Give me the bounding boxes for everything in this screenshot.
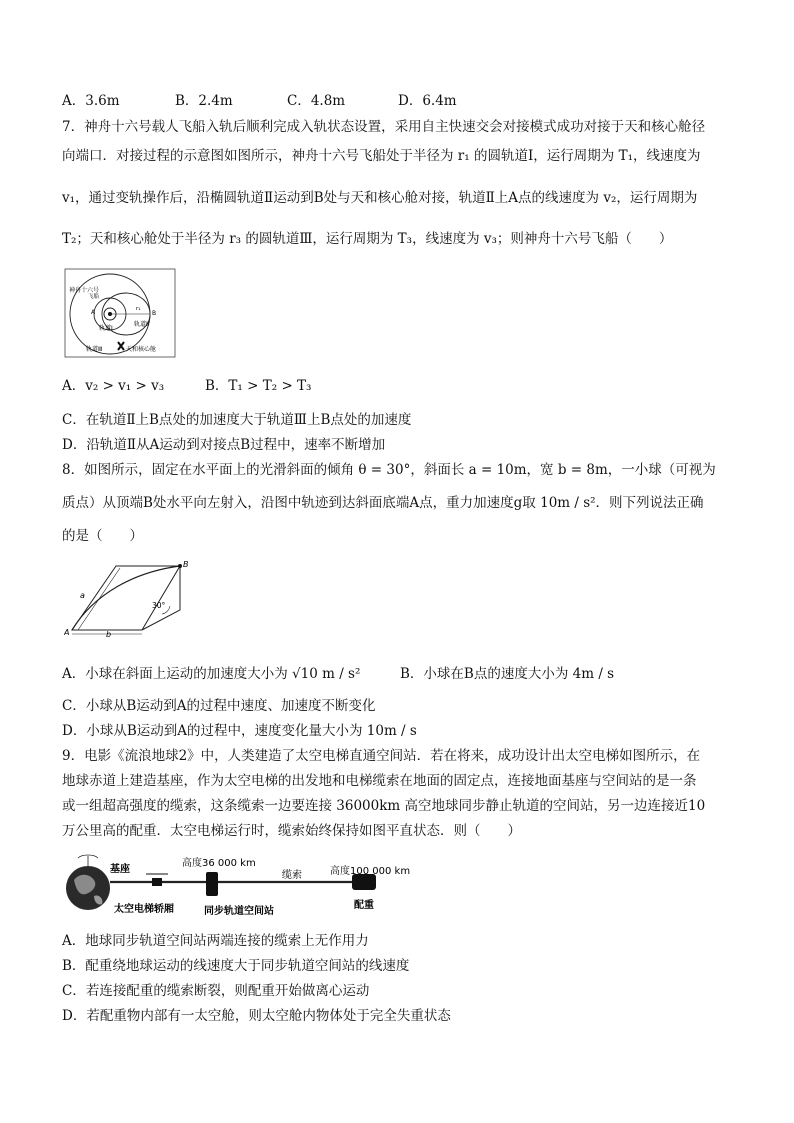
- q8-stem-line-3: 的是（ ）: [62, 528, 143, 544]
- incline-face: [72, 566, 180, 630]
- q8-incline-diagram: [64, 558, 188, 638]
- craft-label: 神舟十六号: [69, 287, 100, 294]
- side-b-label: b: [106, 630, 112, 638]
- height-36000-label: 高度36 000 km: [182, 858, 256, 869]
- elevator-car-label: 太空电梯轿厢: [114, 904, 174, 915]
- q6-option-b: B．2.4m: [175, 93, 233, 109]
- counterweight-label: 配重: [354, 900, 374, 911]
- earth-globe: [66, 855, 110, 910]
- r1-label: r₁: [136, 306, 141, 312]
- q6-option-d: D．6.4m: [398, 93, 457, 109]
- space-station-label: 同步轨道空间站: [204, 906, 274, 917]
- q7-option-b: B．T₁ > T₂ > T₃: [205, 378, 312, 394]
- q7-option-d: D．沿轨道Ⅱ从A运动到对接点B过程中，速率不断增加: [62, 437, 386, 453]
- q9-stem-line-2: 地球赤道上建造基座，作为太空电梯的出发地和电梯缆索在地面的固定点，连接地面基座与空间站的是一条: [62, 773, 697, 789]
- q7-option-a: A．v₂ > v₁ > v₃: [62, 378, 165, 394]
- q9-stem-line-1: 9．电影《流浪地球2》中，人类建造了太空电梯直通空间站．若在将来，成功设计出太空电梯如图所示，在: [62, 748, 701, 764]
- q9-space-elevator-diagram: [64, 850, 416, 920]
- point-b-label: B: [152, 310, 157, 317]
- q7-orbit-diagram: [64, 268, 176, 358]
- q6-option-a: A．3.6m: [62, 93, 120, 109]
- q8-option-d: D．小球从B运动到A的过程中，速度变化量大小为 10m / s: [62, 723, 417, 739]
- point-a-label: A: [64, 628, 70, 637]
- q8-option-b: B．小球在B点的速度大小为 4m / s: [400, 666, 615, 682]
- height-100000-label: 高度100 000 km: [330, 866, 411, 877]
- q7-stem-line-4: T₂；天和核心舱处于半径为 r₃ 的圆轨道Ⅲ，运行周期为 T₃，线速度为 v₃；则神舟十六号飞船（ ）: [62, 231, 673, 247]
- angle-label: 30°: [152, 601, 166, 610]
- orbit-1-label: 轨道Ⅰ: [99, 325, 113, 332]
- station-label: 天和核心舱: [126, 346, 157, 353]
- q7-option-c: C．在轨道Ⅱ上B点处的加速度大于轨道Ⅲ上B点处的加速度: [62, 412, 412, 428]
- q9-option-b: B．配重绕地球运动的线速度大于同步轨道空间站的线速度: [62, 958, 410, 974]
- q7-stem-line-3: v₁，通过变轨操作后，沿椭圆轨道Ⅱ运动到B处与天和核心舱对接，轨道Ⅱ上A点的线速度为 v₂，运行周期为: [62, 190, 698, 206]
- space-station-icon: [206, 872, 218, 896]
- q8-option-c: C．小球从B运动到A的过程中速度、加速度不断变化: [62, 698, 376, 714]
- elevator-car-icon: [152, 878, 162, 886]
- base-label: 基座: [110, 864, 130, 875]
- q9-stem-line-4: 万公里高的配重．太空电梯运行时，缆索始终保持如图平直状态．则（ ）: [62, 823, 521, 839]
- q9-stem-line-3: 或一组超高强度的缆索，这条缆索一边要连接 36000km 高空地球同步静止轨道的空间站，另一边连接近10: [62, 798, 706, 814]
- ball-icon: [178, 564, 182, 568]
- station-icon: [118, 342, 124, 350]
- ship-label: 飞船: [88, 294, 100, 300]
- cable-label: 缆索: [282, 870, 302, 881]
- q8-option-a: A．小球在斜面上运动的加速度大小为 √10 m / s²: [62, 666, 361, 682]
- q7-stem-line-1: 7．神舟十六号载人飞船入轨后顺利完成入轨状态设置，采用自主快速交会对接模式成功对接于天和核心舱径: [62, 119, 706, 135]
- point-a-label: A: [91, 309, 96, 316]
- point-b-label: B: [183, 560, 188, 569]
- q9-option-a: A．地球同步轨道空间站两端连接的缆索上无作用力: [62, 933, 369, 949]
- q6-option-c: C．4.8m: [287, 93, 346, 109]
- side-a-label: a: [80, 591, 85, 600]
- ball-trajectory: [72, 566, 180, 630]
- q7-stem-line-2: 向端口．对接过程的示意图如图所示，神舟十六号飞船处于半径为 r₁ 的圆轨道Ⅰ，运行周期为 T₁，线速度为: [62, 148, 701, 164]
- orbit-3-label: 轨道Ⅲ: [86, 346, 103, 353]
- q9-option-c: C．若连接配重的缆索断裂，则配重开始做离心运动: [62, 983, 370, 999]
- orbit-2-label: 轨道Ⅱ: [134, 321, 149, 328]
- q8-stem-line-2: 质点）从顶端B处水平向左射入，沿图中轨迹到达斜面底端A点，重力加速度g取 10m / s²．则下列说法正确: [62, 495, 704, 511]
- q8-stem-line-1: 8．如图所示，固定在水平面上的光滑斜面的倾角 θ = 30°，斜面长 a = 10m，宽 b = 8m，一小球（可视为: [62, 462, 716, 478]
- q9-option-d: D．若配重物内部有一太空舱，则太空舱内物体处于完全失重状态: [62, 1008, 451, 1024]
